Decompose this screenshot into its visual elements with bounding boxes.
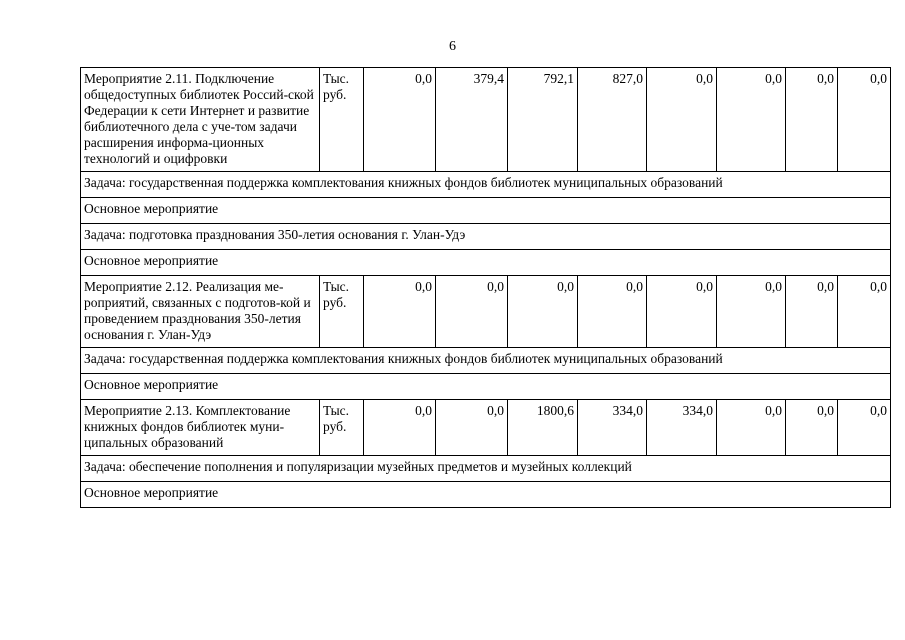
task-text: Задача: государственная поддержка комплектования книжных фондов библиотек муниципальных образований — [81, 172, 891, 198]
value-cell: 0,0 — [364, 68, 436, 172]
value-cell: 0,0 — [838, 400, 891, 456]
measure-name: Мероприятие 2.12. Реализация ме-роприятий, связанных с подготов-кой и проведением празднования 350-летия основания г. Улан-Удэ — [81, 276, 320, 348]
value-cell: 379,4 — [436, 68, 508, 172]
unit-cell: Тыс. руб. — [320, 400, 364, 456]
measure-name: Мероприятие 2.13. Комплектование книжных фондов библиотек муни-ципальных образований — [81, 400, 320, 456]
section-title: Основное мероприятие — [81, 482, 891, 508]
task-text: Задача: государственная поддержка комплектования книжных фондов библиотек муниципальных образований — [81, 348, 891, 374]
section-title: Основное мероприятие — [81, 374, 891, 400]
value-cell: 0,0 — [578, 276, 647, 348]
value-cell: 0,0 — [508, 276, 578, 348]
task-row — [81, 456, 891, 482]
measure-row — [81, 400, 891, 456]
section-row — [81, 250, 891, 276]
measure-row — [81, 276, 891, 348]
section-row — [81, 482, 891, 508]
value-cell: 0,0 — [364, 276, 436, 348]
value-cell: 0,0 — [786, 276, 838, 348]
section-title: Основное мероприятие — [81, 198, 891, 224]
task-text: Задача: подготовка празднования 350-летия основания г. Улан-Удэ — [81, 224, 891, 250]
value-cell: 792,1 — [508, 68, 578, 172]
value-cell: 0,0 — [717, 276, 786, 348]
value-cell: 827,0 — [578, 68, 647, 172]
program-table — [80, 67, 891, 508]
value-cell: 1800,6 — [508, 400, 578, 456]
value-cell: 0,0 — [436, 276, 508, 348]
task-row — [81, 172, 891, 198]
table-body — [81, 68, 891, 508]
value-cell: 0,0 — [717, 68, 786, 172]
measure-row — [81, 68, 891, 172]
section-title: Основное мероприятие — [81, 250, 891, 276]
value-cell: 0,0 — [838, 276, 891, 348]
value-cell: 334,0 — [647, 400, 717, 456]
section-row — [81, 374, 891, 400]
section-row — [81, 198, 891, 224]
page-number: 6 — [449, 39, 456, 54]
task-row — [81, 224, 891, 250]
value-cell: 0,0 — [647, 276, 717, 348]
unit-cell: Тыс. руб. — [320, 68, 364, 172]
value-cell: 0,0 — [838, 68, 891, 172]
measure-name: Мероприятие 2.11. Подключение общедоступных библиотек Россий-ской Федерации к сети Интернет и развитие библиотечного дела с уче-том задачи расширения информа-ционных технологий и оцифровки — [81, 68, 320, 172]
value-cell: 0,0 — [647, 68, 717, 172]
value-cell: 334,0 — [578, 400, 647, 456]
value-cell: 0,0 — [436, 400, 508, 456]
value-cell: 0,0 — [717, 400, 786, 456]
task-row — [81, 348, 891, 374]
value-cell: 0,0 — [786, 68, 838, 172]
value-cell: 0,0 — [364, 400, 436, 456]
task-text: Задача: обеспечение пополнения и популяризации музейных предметов и музейных коллекций — [81, 456, 891, 482]
value-cell: 0,0 — [786, 400, 838, 456]
unit-cell: Тыс. руб. — [320, 276, 364, 348]
